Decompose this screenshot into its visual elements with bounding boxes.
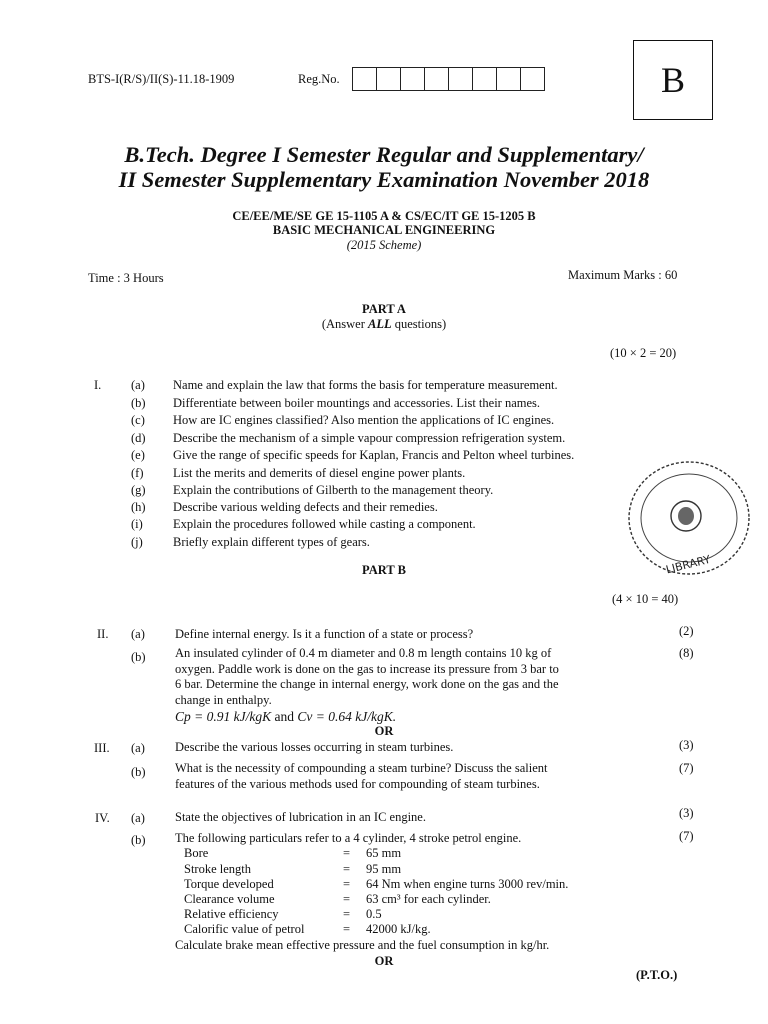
course-name: BASIC MECHANICAL ENGINEERING bbox=[272, 223, 496, 237]
engine-param-name: Relative efficiency bbox=[184, 907, 279, 921]
engine-param-value: 65 mm bbox=[366, 846, 402, 860]
q4b-conclusion: Calculate brake mean effective pressure and the fuel consumption in kg/hr. bbox=[175, 938, 550, 952]
q3a-marks: (3) bbox=[679, 738, 694, 752]
engine-param-name: Bore bbox=[184, 846, 209, 860]
part-a-item-label: (b) bbox=[131, 396, 146, 410]
engine-param-value: 95 mm bbox=[366, 862, 402, 876]
part-a-item-text: Explain the contributions of Gilberth to the management theory. bbox=[173, 483, 494, 497]
q4b-label: (b) bbox=[131, 833, 146, 847]
q2b-marks: (8) bbox=[679, 646, 694, 660]
engine-param-equals: = bbox=[343, 892, 351, 906]
q4a-label: (a) bbox=[131, 811, 145, 825]
engine-param-equals: = bbox=[343, 846, 351, 860]
part-a-item-text: Explain the procedures followed while casting a component. bbox=[173, 517, 476, 531]
part-a-item-label: (c) bbox=[131, 413, 145, 427]
pto-label: (P.T.O.) bbox=[636, 968, 678, 982]
part-a-item-label: (i) bbox=[131, 517, 143, 531]
part-a-item-label: (a) bbox=[131, 378, 145, 392]
part-b-title: PART B bbox=[362, 563, 406, 577]
q4b-marks: (7) bbox=[679, 829, 694, 843]
max-marks: Maximum Marks : 60 bbox=[568, 268, 678, 282]
or-separator-1: OR bbox=[374, 724, 394, 738]
regno-label: Reg.No. bbox=[298, 72, 340, 86]
q2b-label: (b) bbox=[131, 650, 146, 664]
paper-code: BTS-I(R/S)/II(S)-11.18-1909 bbox=[88, 72, 235, 86]
part-b-marks: (4 × 10 = 40) bbox=[612, 592, 679, 606]
scheme: (2015 Scheme) bbox=[346, 238, 422, 252]
part-a-marks: (10 × 2 = 20) bbox=[610, 346, 677, 360]
course-codes: CE/EE/ME/SE GE 15-1105 A & CS/EC/IT GE 15-1205 B bbox=[232, 209, 536, 223]
q3b-text: What is the necessity of compounding a steam turbine? Discuss the salient features of the various methods used for compounding of steam turbines. bbox=[175, 761, 548, 791]
part-a-item-text: Briefly explain different types of gears. bbox=[173, 535, 370, 549]
exam-title-line1: B.Tech. Degree I Semester Regular and Supplementary/ bbox=[124, 142, 644, 167]
q3a-label: (a) bbox=[131, 741, 145, 755]
library-seal-icon bbox=[624, 456, 754, 580]
part-a-item-label: (g) bbox=[131, 483, 146, 497]
part-a-item-label: (h) bbox=[131, 500, 146, 514]
or-separator-2: OR bbox=[374, 954, 394, 968]
question-number: I. bbox=[94, 378, 102, 392]
part-a-item-label: (d) bbox=[131, 431, 146, 445]
exam-title-line2: II Semester Supplementary Examination November 2018 bbox=[118, 167, 650, 192]
regno-boxes bbox=[352, 67, 545, 91]
engine-param-equals: = bbox=[343, 922, 351, 936]
engine-param-value: 0.5 bbox=[366, 907, 382, 921]
part-a-instruction: (Answer ALL questions) bbox=[321, 317, 447, 331]
question-3-number: III. bbox=[94, 741, 110, 755]
engine-param-name: Calorific value of petrol bbox=[184, 922, 305, 936]
q4b-text: The following particulars refer to a 4 cylinder, 4 stroke petrol engine. bbox=[175, 831, 522, 845]
part-a-item-label: (e) bbox=[131, 448, 145, 462]
engine-param-name: Stroke length bbox=[184, 862, 252, 876]
engine-param-name: Clearance volume bbox=[184, 892, 275, 906]
part-a-item-text: Name and explain the law that forms the basis for temperature measurement. bbox=[173, 378, 558, 392]
q2b-formula: Cp = 0.91 kJ/kgK and Cv = 0.64 kJ/kgK. bbox=[175, 709, 397, 724]
q3a-text: Describe the various losses occurring in steam turbines. bbox=[175, 740, 454, 754]
part-a-item-text: How are IC engines classified? Also mention the applications of IC engines. bbox=[173, 413, 555, 427]
q2a-text: Define internal energy. Is it a function of a state or process? bbox=[175, 627, 474, 641]
part-a-item-text: Describe the mechanism of a simple vapour compression refrigeration system. bbox=[173, 431, 566, 445]
part-a-item-text: List the merits and demerits of diesel engine power plants. bbox=[173, 466, 466, 480]
part-a-item-text: Describe various welding defects and their remedies. bbox=[173, 500, 438, 514]
q3b-marks: (7) bbox=[679, 761, 694, 775]
q2a-marks: (2) bbox=[679, 624, 694, 638]
seal-text: LIBRARY bbox=[664, 552, 712, 577]
engine-param-equals: = bbox=[343, 907, 351, 921]
engine-param-value: 42000 kJ/kg. bbox=[366, 922, 431, 936]
question-4-number: IV. bbox=[95, 811, 110, 825]
part-a-item-label: (j) bbox=[131, 535, 143, 549]
q2b-text: An insulated cylinder of 0.4 m diameter and 0.8 m length contains 10 kg of oxygen. Paddle work is done on the gas to increase its pressure from 3 bar to 6 bar. Determine the change in internal energy, work done on the gas and the change in enthalpy. bbox=[175, 646, 559, 707]
engine-param-value: 64 Nm when engine turns 3000 rev/min. bbox=[366, 877, 569, 891]
q3b-label: (b) bbox=[131, 765, 146, 779]
q4a-marks: (3) bbox=[679, 806, 694, 820]
part-a-item-text: Differentiate between boiler mountings and accessories. List their names. bbox=[173, 396, 541, 410]
engine-param-name: Torque developed bbox=[184, 877, 274, 891]
engine-param-value: 63 cm³ for each cylinder. bbox=[366, 892, 491, 906]
question-2-number: II. bbox=[97, 627, 109, 641]
time-limit: Time : 3 Hours bbox=[88, 271, 164, 285]
set-box: B bbox=[633, 40, 713, 120]
part-a-item-text: Give the range of specific speeds for Kaplan, Francis and Pelton wheel turbines. bbox=[173, 448, 575, 462]
part-a-item-label: (f) bbox=[131, 466, 144, 480]
q4a-text: State the objectives of lubrication in an IC engine. bbox=[175, 810, 426, 824]
part-a-title: PART A bbox=[362, 302, 406, 316]
q2a-label: (a) bbox=[131, 627, 145, 641]
engine-param-equals: = bbox=[343, 877, 351, 891]
engine-param-equals: = bbox=[343, 862, 351, 876]
